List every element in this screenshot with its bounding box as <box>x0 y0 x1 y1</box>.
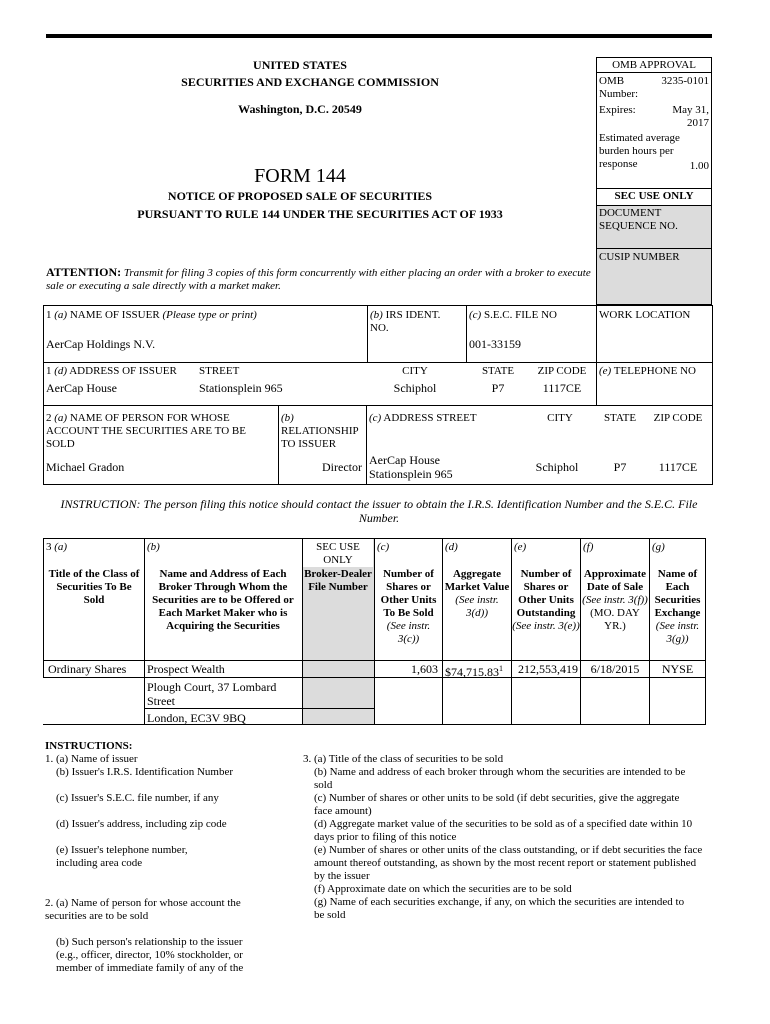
omb-expires-label: Expires: <box>599 104 636 116</box>
agency-line1: UNITED STATES <box>253 58 347 72</box>
row-units: 1,603 <box>411 662 438 676</box>
row-date: 6/18/2015 <box>590 662 640 676</box>
omb-number: 3235-0101 <box>661 75 709 87</box>
irs-ident-label: (b) IRS IDENT. NO. <box>370 309 441 334</box>
person-state: P7 <box>613 460 627 474</box>
person-name: Michael Gradon <box>46 460 125 474</box>
person-address2: Stationsplein 965 <box>369 467 453 481</box>
sec-file-label: (c) S.E.C. FILE NO <box>469 309 557 321</box>
instructions-title: INSTRUCTIONS: <box>45 740 133 752</box>
doc-seq-label: DOCUMENT SEQUENCE NO. <box>599 207 678 232</box>
col-d-header: Aggregate Market Value (See instr. 3(d)) <box>444 568 510 619</box>
instr-3d: (d) Aggregate market value of the securities to be sold as of a specified date within 10 days prior to filing of this notice <box>314 818 693 843</box>
col-b-header: Name and Address of Each Broker Through Whom the Securities are to be Offered or Each Market Maker who is Acquiring the Securities <box>152 568 294 632</box>
col-a-tag: 3 (a) <box>46 541 68 553</box>
col-sec-tag: SEC USE ONLY <box>316 541 360 566</box>
omb-burden: 1.00 <box>689 160 709 172</box>
omb-title: OMB APPROVAL <box>612 59 696 71</box>
relationship-label: (b) RELATIONSHIP TO ISSUER <box>281 412 359 450</box>
person-state-label: STATE <box>603 412 637 424</box>
street-label: STREET <box>199 365 240 377</box>
relationship: Director <box>322 460 362 474</box>
person-address-label: (c) ADDRESS STREET <box>369 412 477 424</box>
person-zip: 1117CE <box>658 460 698 474</box>
issuer-city: Schiphol <box>393 381 437 395</box>
issuer-zip: 1117CE <box>542 381 582 395</box>
col-g-tag: (g) <box>652 541 665 553</box>
city-label: CITY <box>402 365 428 377</box>
row-value: $74,715.83$^1$ <box>445 664 503 679</box>
instr-1e: (e) Issuer's telephone number, including area code <box>56 844 188 869</box>
row-exchange: NYSE <box>661 662 694 676</box>
issuer-street1: AerCap House <box>46 381 117 395</box>
omb-number-label: OMB Number: <box>599 75 639 100</box>
instr-3g: (g) Name of each securities exchange, if any, on which the securities are intended to be sold <box>314 896 685 921</box>
col-sec-header: Broker-Dealer File Number <box>304 568 372 593</box>
issuer-name: AerCap Holdings N.V. <box>46 337 156 351</box>
instr-1c: (c) Issuer's S.E.C. file number, if any <box>56 792 219 804</box>
row-outstanding: 212,553,419 <box>518 662 578 676</box>
col-b-tag: (b) <box>147 541 160 553</box>
instr-3c: (c) Number of shares or other units to be sold (if debt securities, give the aggregate face amount) <box>314 792 680 817</box>
issuer-street2: Stationsplein 965 <box>199 381 283 395</box>
attention-text: Transmit for filing 3 copies of this form concurrently with either placing an order with a broker to execute sale or executing a sale directly with a market maker. <box>46 267 591 292</box>
person-address1: AerCap House <box>369 453 440 467</box>
col-c-tag: (c) <box>377 541 390 553</box>
instr-1b: (b) Issuer's I.R.S. Identification Number <box>56 766 234 778</box>
issuer-state: P7 <box>491 381 505 395</box>
telephone-label: (e) TELEPHONE NO <box>599 365 696 377</box>
instr-2b: (b) Such person's relationship to the issuer (e.g., officer, director, 10% stockholder, or member of immediate family of any of the <box>56 936 244 974</box>
row-broker3: London, EC3V 9BQ <box>147 711 246 725</box>
instruction-text: The person filing this notice should contact the issuer to obtain the I.R.S. Identification Number and the S.E.C. File Number. <box>143 497 698 525</box>
instruction-label: INSTRUCTION: <box>60 497 141 511</box>
attention <box>46 266 594 293</box>
sec-file-no: 001-33159 <box>469 337 521 351</box>
person-city-label: CITY <box>547 412 573 424</box>
person-zip-label: ZIP CODE <box>653 412 703 424</box>
omb-burden-label: Estimated average burden hours per response <box>599 132 680 170</box>
col-d-tag: (d) <box>445 541 458 553</box>
agency-line2: SECURITIES AND EXCHANGE COMMISSION <box>181 75 439 89</box>
row-class: Ordinary Shares <box>48 662 127 676</box>
col-c-header: Number of Shares or Other Units To Be Sold (See instr. 3(c)) <box>380 568 437 645</box>
col-f-header: Approximate Date of Sale (See instr. 3(f)) (MO. DAY YR.) <box>582 568 648 632</box>
instr-3a: 3. (a) Title of the class of securities to be sold <box>303 753 504 765</box>
issuer-address-label: 1 (d) ADDRESS OF ISSUER <box>46 365 177 377</box>
instr-1d: (d) Issuer's address, including zip code <box>56 818 227 830</box>
agency-city: Washington, D.C. 20549 <box>238 102 362 116</box>
person-city: Schiphol <box>535 460 579 474</box>
instr-1a: 1. (a) Name of issuer <box>45 753 138 765</box>
cusip-label: CUSIP NUMBER <box>599 251 680 263</box>
top-rule <box>46 34 712 38</box>
work-location-label: WORK LOCATION <box>599 309 691 321</box>
instr-3b: (b) Name and address of each broker through whom the securities are intended to be sold <box>314 766 686 791</box>
notice-line1: NOTICE OF PROPOSED SALE OF SECURITIES <box>167 189 433 203</box>
omb-expires: May 31, 2017 <box>672 104 709 129</box>
col-e-header: Number of Shares or Other Units Outstanding (See instr. 3(e)) <box>512 568 580 632</box>
col-e-tag: (e) <box>514 541 527 553</box>
sec-use-only: SEC USE ONLY <box>614 190 694 202</box>
instr-3e: (e) Number of shares or other units of the class outstanding, or if debt securities the face amount thereof outstanding, as shown by the most recent report or statement published by the issuer <box>314 844 703 882</box>
instruction <box>56 497 702 525</box>
col-f-tag: (f) <box>583 541 594 553</box>
col-g-header: Name of Each Securities Exchange (See instr. 3(g)) <box>654 568 701 645</box>
notice-line2: PURSUANT TO RULE 144 UNDER THE SECURITIES ACT OF 1933 <box>137 207 503 221</box>
attention-label: ATTENTION: <box>46 265 122 279</box>
col-a-header: Title of the Class of Securities To Be Sold <box>48 568 140 606</box>
row-broker2: Plough Court, 37 Lombard Street <box>147 680 277 708</box>
instr-3f: (f) Approximate date on which the securities are to be sold <box>314 883 572 895</box>
state-label: STATE <box>481 365 515 377</box>
issuer-name-label: 1 (a) NAME OF ISSUER (Please type or print) <box>46 309 257 321</box>
row-broker1: Prospect Wealth <box>147 662 225 676</box>
person-name-label: 2 (a) NAME OF PERSON FOR WHOSE ACCOUNT THE SECURITIES ARE TO BE SOLD <box>46 412 246 450</box>
zip-label: ZIP CODE <box>537 365 587 377</box>
form-title: FORM 144 <box>254 165 346 187</box>
instr-2a: 2. (a) Name of person for whose account the securities are to be sold <box>45 897 241 922</box>
